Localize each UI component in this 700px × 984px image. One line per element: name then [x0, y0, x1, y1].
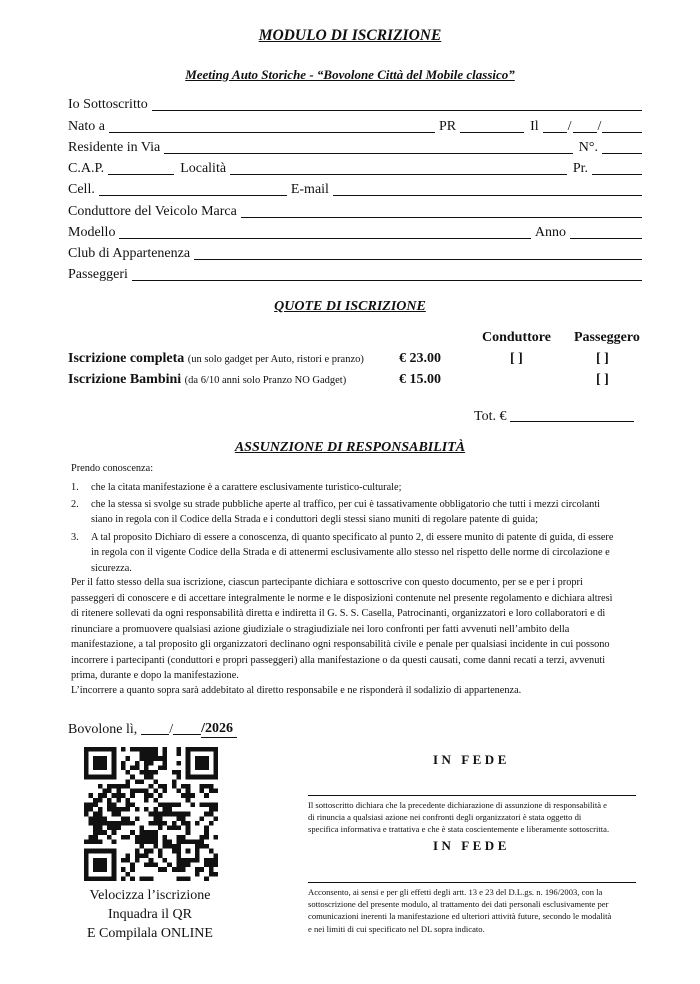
label-localita: Località [180, 161, 227, 176]
row-marca [68, 201, 642, 221]
field-club[interactable] [194, 245, 642, 260]
field-mese-firma[interactable] [173, 720, 201, 735]
label-provincia: Pr. [572, 161, 588, 176]
quota-name: Iscrizione completa [68, 351, 185, 366]
row-nascita [68, 116, 642, 136]
signature-line[interactable] [308, 795, 636, 796]
quota-price: € 15.00 [399, 372, 441, 387]
field-giorno[interactable] [543, 118, 567, 133]
in-fede-heading: IN FEDE [433, 838, 510, 853]
field-pr-nascita[interactable] [460, 118, 524, 133]
row-modello [68, 222, 642, 242]
label-marca: Conduttore del Veicolo Marca [68, 204, 237, 219]
field-passeggeri[interactable] [132, 266, 642, 281]
label-nato-a: Nato a [68, 119, 105, 134]
quota-price: € 23.00 [399, 351, 441, 366]
field-nome[interactable] [152, 96, 642, 111]
responsabilita-title: ASSUNZIONE DI RESPONSABILITÀ [234, 440, 466, 455]
label-totale: Tot. € [474, 409, 507, 424]
field-luogo-nascita[interactable] [109, 118, 435, 133]
label-anno: Anno [534, 225, 566, 240]
place-date [68, 718, 237, 738]
row-passeggeri [68, 264, 642, 284]
label-io-sottoscritto: Io Sottoscritto [68, 97, 148, 112]
col-header-conduttore: Conduttore [482, 330, 551, 345]
field-giorno-firma[interactable] [141, 720, 169, 735]
quota-note: (da 6/10 anni solo Pranzo NO Gadget) [184, 375, 347, 386]
label-luogo: Bovolone lì, [68, 722, 138, 737]
row-club [68, 243, 642, 263]
qr-caption: Velocizza l’iscrizione Inquadra il QR E Compilala ONLINE [87, 888, 213, 941]
field-via[interactable] [164, 139, 573, 154]
row-residenza [68, 137, 642, 157]
qr-code-image[interactable] [84, 747, 218, 881]
quota-completa [68, 351, 364, 367]
field-anno-nascita[interactable] [602, 118, 642, 133]
signature-line[interactable] [308, 882, 636, 883]
quota-bambini [68, 372, 346, 388]
row-cap [68, 158, 642, 178]
date-separator: / [169, 722, 174, 737]
label-cell: Cell. [68, 182, 95, 197]
total-row [474, 405, 634, 425]
label-cap: C.A.P. [68, 161, 105, 176]
field-modello[interactable] [119, 224, 530, 239]
row-contatti [68, 179, 642, 199]
quote-title: QUOTE DI ISCRIZIONE [274, 299, 426, 314]
list-item: 3. A tal proposito Dichiaro di essere a conoscenza, di quanto specificato al punto 2, di essere munito di patente di guida, di essere in regola con il vigente Codice della Strada e di attenermi esclusivamente allo stesso nel rispetto delle norme di circolazione e sicurezza. [71, 532, 614, 574]
field-mese[interactable] [573, 118, 597, 133]
field-localita[interactable] [230, 160, 567, 175]
field-marca[interactable] [241, 203, 642, 218]
label-numero: N°. [578, 140, 598, 155]
label-il: Il [530, 119, 539, 134]
liability-paragraph: Per il fatto stesso della sua iscrizione, ciascun partecipante dichiara e sottoscrive con questo documento, per se e per i propri passeggeri di conoscere e di accettare integralmente le norme e le disposizioni contenute nel presente regolamento e dichiara altresì di ritenere sollevati da ogni responsabilità diretta e indiretta il G. S. S. Casella, Patrocinanti, organizzatori e loro collaboratori e di rinunciare a promuovere qualsiasi azione giudiziale o stragiudiziale nei loro confronti per fatti avvenuti nell’ambito della manifestazione, a tal proposito gli organizzatori declinano ogni responsabilità civile e penale per qualsiasi incidente in cui possono incorrere i partecipanti (conduttori e propri passeggeri) alla manifestazione o da questi causati, come danni recati a terzi, avvenuti prima, durante e dopo la manifestazione. [71, 577, 613, 681]
label-club: Club di Appartenenza [68, 246, 191, 261]
field-cap[interactable] [108, 160, 174, 175]
field-provincia[interactable] [592, 160, 642, 175]
page-title: MODULO DI ISCRIZIONE [258, 27, 442, 44]
intro-text: Prendo conoscenza: [71, 463, 154, 474]
date-separator: / [567, 119, 572, 134]
row-sottoscritto [68, 94, 642, 114]
label-modello: Modello [68, 225, 116, 240]
field-totale[interactable] [510, 407, 634, 422]
declaration-text: Il sottoscritto dichiara che la precedente dichiarazione di assunzione di responsabilità e di rinuncia a qualsiasi azione nei confronti degli organizzatori è stata oggetto di specifica informativa e trattativa e che è stata coscientemente e liberamente sottoscritta. [308, 800, 610, 835]
qr-code[interactable] [84, 747, 218, 881]
checkbox-conduttore-completa[interactable]: [ ] [510, 351, 523, 366]
label-residente: Residente in Via [68, 140, 161, 155]
closing-text: L’incorrere a quanto sopra sarà addebitato al diretto responsabile e ne risponderà il sodalizio di appartenenza. [71, 685, 522, 696]
event-subtitle: Meeting Auto Storiche - “Bovolone Città del Mobile classico” [185, 67, 515, 82]
label-email: E-mail [290, 182, 329, 197]
field-email[interactable] [333, 181, 642, 196]
label-pr: PR [438, 119, 457, 134]
quota-note: (un solo gadget per Auto, ristori e pranzo) [187, 354, 364, 365]
field-anno-veicolo[interactable] [570, 224, 642, 239]
privacy-text: Acconsento, ai sensi e per gli effetti degli artt. 13 e 23 del D.L.gs. n. 196/2003, con la sottoscrizione del presente modulo, al trattamento dei dati personali esclusivamente per comunicazioni inerenti la manifestazione ed ulteriori attività future, secondo le modalità e nei limiti di cui specificato nel DL sopra indicato. [308, 887, 612, 934]
label-passeggeri: Passeggeri [68, 267, 128, 282]
col-header-passeggero: Passeggero [574, 330, 640, 345]
date-separator: / [597, 119, 602, 134]
checkbox-passeggero-bambini[interactable]: [ ] [596, 372, 609, 387]
list-item: 2. che la stessa si svolge su strade pubbliche aperte al traffico, per cui è tassativamente obbligatorio che tutti i mezzi circolanti siano in regola con il Codice della Strada e i conduttori degli stessi siano muniti di regolare patente di guida; [71, 499, 601, 526]
quota-name: Iscrizione Bambini [68, 372, 182, 387]
checkbox-passeggero-completa[interactable]: [ ] [596, 351, 609, 366]
field-cellulare[interactable] [99, 181, 287, 196]
year-2026: /2026 [201, 721, 237, 738]
field-numero-civico[interactable] [602, 139, 642, 154]
in-fede-heading: IN FEDE [433, 752, 510, 767]
list-item: 1. che la citata manifestazione è a carattere esclusivamente turistico-culturale; [71, 482, 402, 493]
